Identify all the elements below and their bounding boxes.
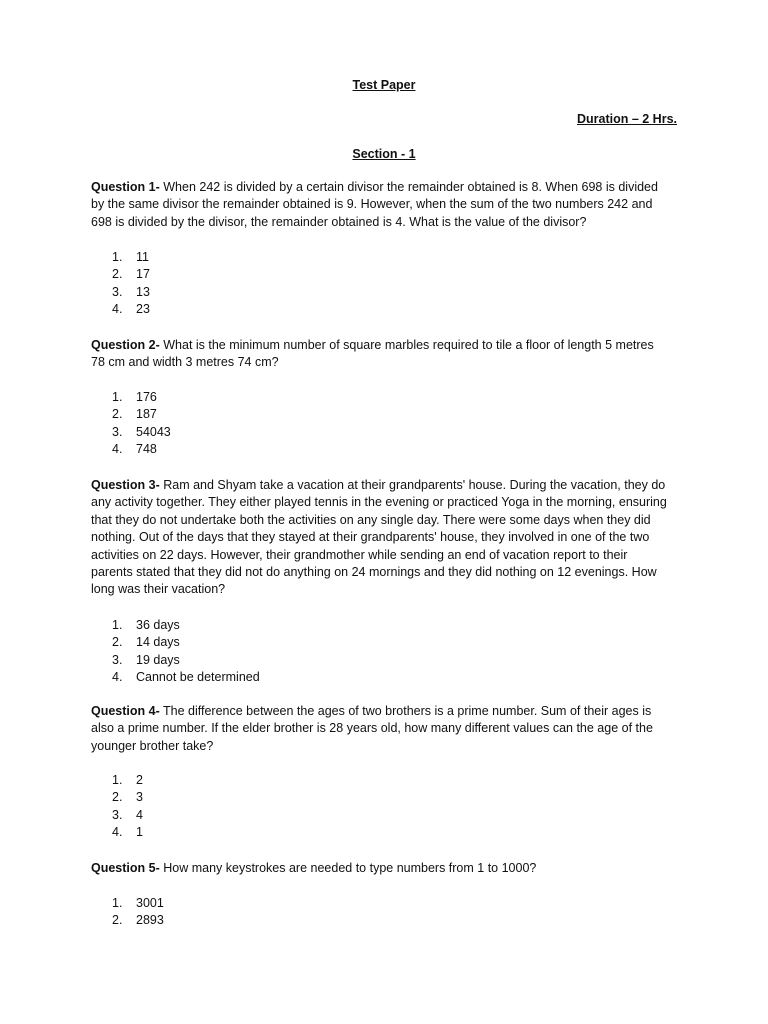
option-number: 2. [112,913,123,928]
question-1-options [112,249,150,319]
option-number: 3. [112,284,123,299]
option-text: 187 [136,407,157,422]
option-item [112,669,260,686]
option-item [112,652,260,669]
question-text: How many keystrokes are needed to type numbers from 1 to 1000? [159,861,537,875]
option-text: 2 [136,773,143,787]
option-text: 19 days [136,652,180,667]
option-number: 1. [112,390,123,404]
option-number: 1. [112,773,123,787]
option-item [112,789,143,806]
option-item [112,824,143,841]
question-2-options [112,389,171,459]
option-item [112,772,143,789]
question-label: Question 2- [91,338,160,352]
option-number: 3. [112,807,123,822]
option-item [112,301,150,318]
page-title: Test Paper [352,78,416,92]
question-4-options [112,772,143,842]
option-number: 3. [112,652,123,667]
option-item [112,912,164,929]
option-text: Cannot be determined [136,670,260,685]
option-text: 14 days [136,635,180,650]
question-4 [91,703,671,755]
option-number: 2. [112,267,123,282]
question-3 [91,477,671,599]
option-item [112,406,171,423]
question-label: Question 3- [91,478,160,492]
question-text: What is the minimum number of square marbles required to tile a floor of length 5 metres 78 cm and width 3 metres 74 cm? [91,338,654,370]
question-label: Question 4- [91,704,160,718]
option-text: 11 [136,250,149,264]
question-text: When 242 is divided by a certain divisor the remainder obtained is 8. When 698 is divided by the same divisor the remainder obtained is 9. However, when the sum of the two numbers 242 and 698 is divided by the divisor, the remainder obtained is 4. What is the value of the divisor? [91,180,658,229]
question-label: Question 5- [91,861,160,875]
option-number: 4. [112,670,123,685]
option-item [112,441,171,458]
option-text: 3 [136,790,143,805]
option-text: 176 [136,390,157,404]
option-number: 2. [112,790,123,805]
question-5 [91,860,671,877]
option-number: 4. [112,442,123,457]
option-number: 4. [112,825,123,840]
option-number: 4. [112,302,123,317]
option-item [112,634,260,651]
option-item [112,249,150,266]
option-number: 2. [112,407,123,422]
option-text: 748 [136,442,157,457]
option-text: 36 days [136,618,180,632]
option-text: 3001 [136,896,164,910]
option-text: 17 [136,267,150,282]
option-item [112,284,150,301]
option-item [112,807,143,824]
option-number: 3. [112,424,123,439]
question-3-options [112,617,260,687]
option-item [112,895,164,912]
question-text: The difference between the ages of two brothers is a prime number. Sum of their ages is also a prime number. If the elder brother is 28 years old, how many different values can the age of the younger brother take? [91,704,653,753]
question-label: Question 1- [91,180,160,194]
option-text: 13 [136,284,150,299]
option-text: 54043 [136,424,171,439]
option-item [112,617,260,634]
duration-label: Duration – 2 Hrs. [576,112,677,126]
question-1 [91,179,671,231]
option-text: 2893 [136,913,164,928]
option-item [112,389,171,406]
option-text: 1 [136,825,143,840]
question-text: Ram and Shyam take a vacation at their grandparents' house. During the vacation, they do any activity together. They either played tennis in the evening or practiced Yoga in the morning, ensuring that they do not undertake both the activities on any single day. There were some days when they did nothing. Out of the days that they stayed at their grandparents' house, they involved in one of the two activities on 22 days. However, their grandmother while sending an end of vacation report to their parents stated that they did not do anything on 24 mornings and they did nothing on 12 evenings. How long was their vacation? [91,478,667,597]
option-item [112,424,171,441]
option-number: 1. [112,618,123,632]
option-number: 1. [112,250,123,264]
option-number: 2. [112,635,123,650]
option-text: 4 [136,807,143,822]
section-heading: Section - 1 [352,147,416,161]
option-item [112,266,150,283]
question-5-options [112,895,164,930]
option-number: 1. [112,896,123,910]
question-2 [91,337,671,372]
option-text: 23 [136,302,150,317]
